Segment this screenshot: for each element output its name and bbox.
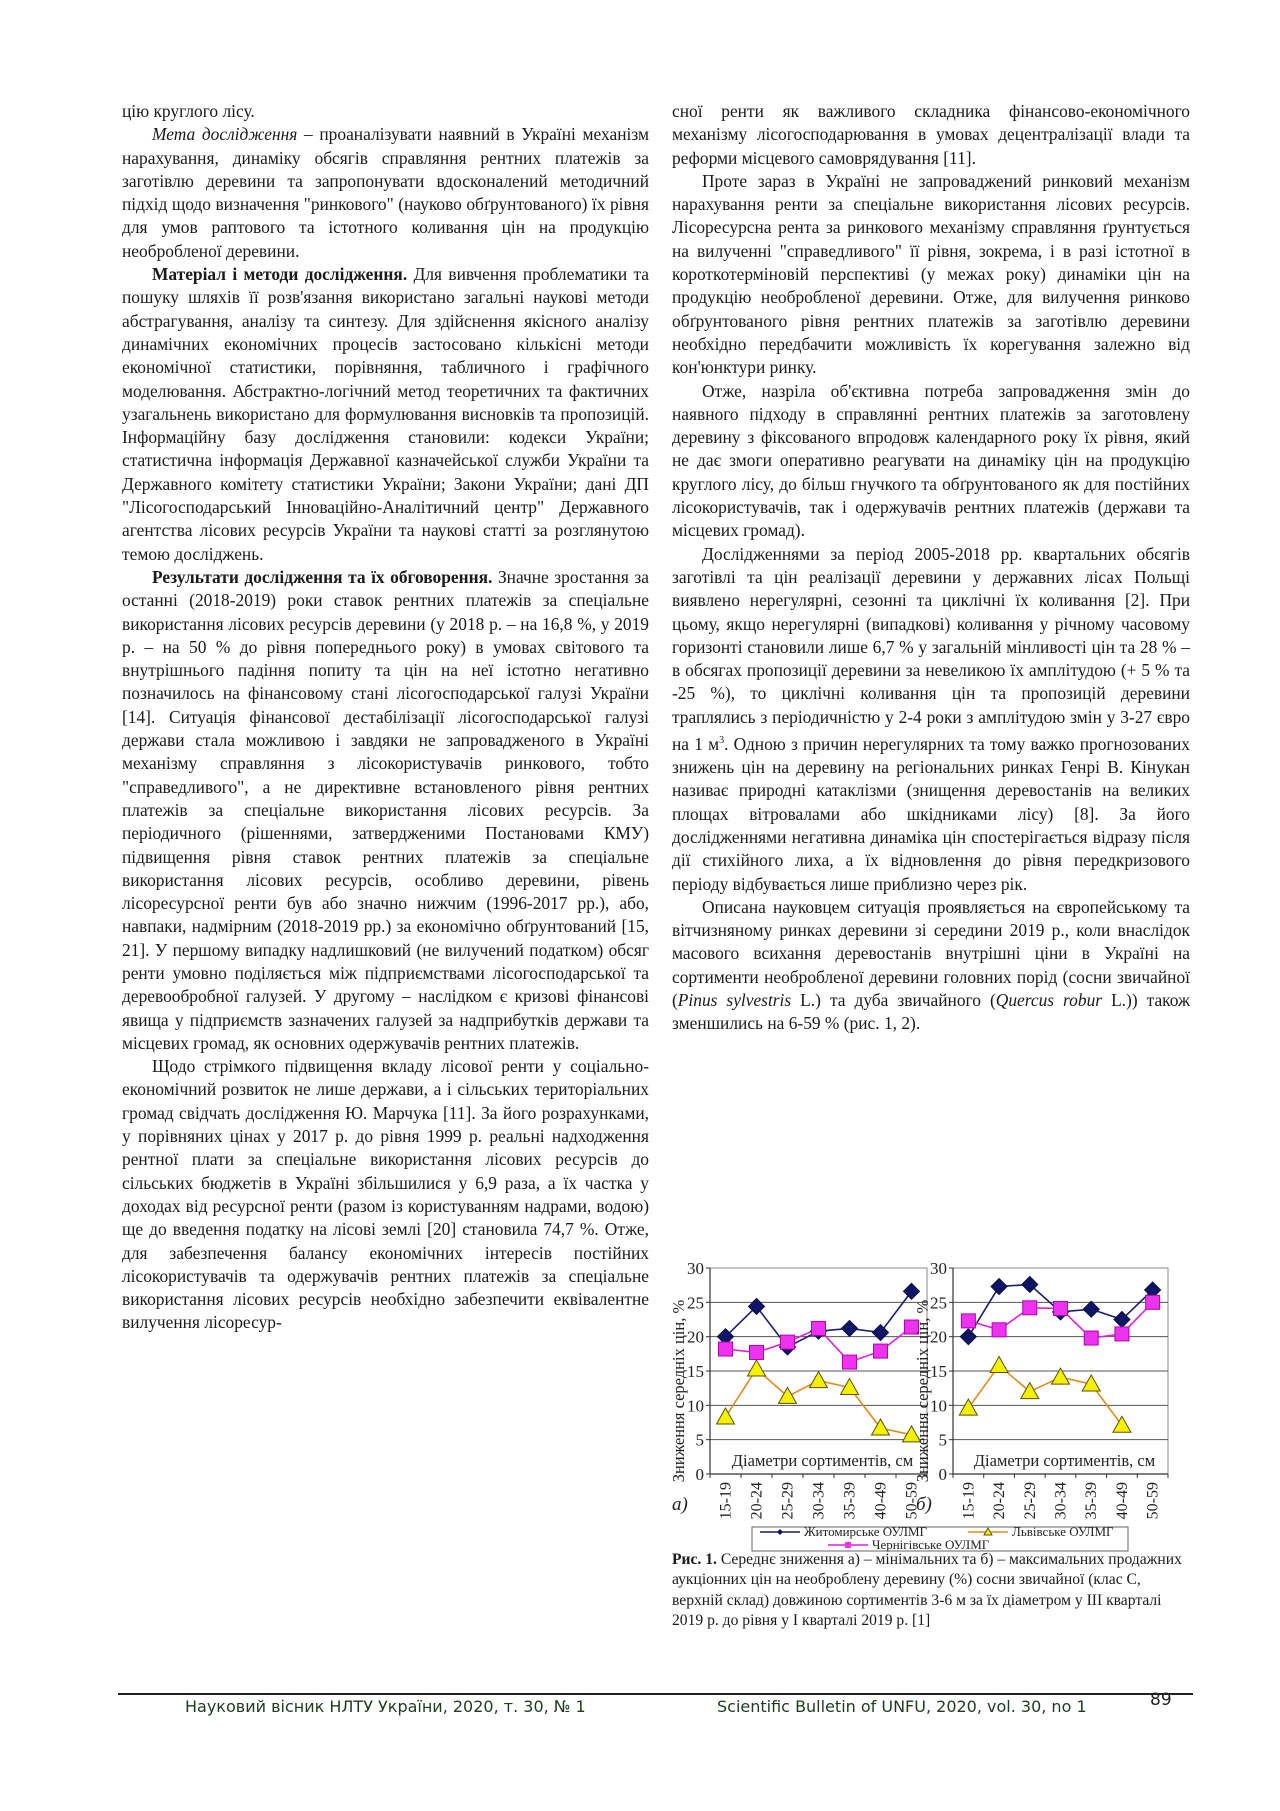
y-tick-label: 20	[930, 1327, 947, 1347]
paragraph-continuation: цію круглого лісу.	[122, 101, 255, 121]
chart-panel-a	[669, 1262, 927, 1519]
figure-1-charts	[668, 1262, 1190, 1552]
x-tick-label: 35-39	[841, 1482, 859, 1520]
x-tick-label: 15-19	[717, 1482, 735, 1520]
y-tick-label: 20	[687, 1327, 704, 1347]
y-axis-label: Зниження середніх цін, %	[913, 1299, 932, 1483]
paragraph-market-mechanism: Проте зараз в Україні не запроваджений ринковий механізм нарахування ренти за спеціальне використання лісових ресурсів. Лісоресурсна рента за ринкового механізму справляння ґрунтується на вилученні "справедливого" її рівня, зокрема, і в разі істотної в короткотерміновій перспективі (у межах року) динаміки цін на продукцію необробленої деревини. Отже, для вилучення ринково обґрунтованого рівня рентних платежів за заготівлю деревини необхідно передбачити можливість їх корегування залежно від кон'юнктури ринку.	[672, 170, 1190, 378]
x-tick-label: 35-39	[1083, 1482, 1101, 1520]
x-tick-label: 25-29	[779, 1482, 797, 1520]
footer-journal-en: Scientific Bulletin of UNFU, 2020, vol. 30, no 1	[717, 1697, 1087, 1716]
paragraph-poland-study: Дослідженнями за період 2005-2018 рр. квартальних обсягів заготівлі та цін реалізації деревини у державних лісах Польщі виявлено нерегулярні, сезонні та циклічні їх коливання [2]. При цьому, якщо нерегулярні (випадкові) коливання у річному часовому горизонті становили лише 6,7 % у загальній мінливості цін та 28 % – в обсягах пропозиції деревини за невеликою їх амплітудою (+ 5 % та -25 %), то циклічні коливання цін та пропозицій деревини траплялись з періодичністю у 2-4 роки з амплітудою змін у 3-27 євро на 1 $м^3$. Одною з причин нерегулярних та тому важко прогнозованих знижень цін на деревину на регіональних ринках Генрі В. Кінукан називає природні катаклізми (знищення деревостанів на великих площах вітровалами або шкідниками лісу) [8]. За його дослідженнями негативна динаміка цін спостерігається відразу після дії стихійного лиха, а їх відновлення до рівня передкризового періоду відбувається лише приблизно через рік.	[672, 543, 1191, 894]
x-tick-label: 40-49	[1113, 1482, 1131, 1520]
species-pinus: Pinus sylvestris	[677, 990, 792, 1011]
panel-label: б)	[916, 1494, 932, 1515]
chart-panel-b	[913, 1262, 1168, 1519]
data-point-square	[781, 1335, 795, 1349]
superscript: 3	[719, 735, 725, 747]
data-point-square	[812, 1321, 826, 1335]
data-point-square	[992, 1323, 1006, 1337]
methods-heading: Матеріал і методи дослідження.	[152, 264, 408, 285]
species-quercus: Quercus robur	[995, 990, 1103, 1011]
y-tick-label: 5	[938, 1430, 947, 1450]
data-point-square	[750, 1345, 764, 1359]
aim-heading: Мета дослідження	[152, 124, 298, 145]
data-point-square	[1084, 1331, 1098, 1345]
data-point-square	[1146, 1295, 1160, 1309]
x-tick-label: 20-24	[991, 1482, 1009, 1520]
aim-text: – проаналізувати наявний в Україні механізм нарахування, динаміку обсягів справляння рентних платежів за заготівлю деревини та запропонувати вдосконалений методичний підхід щодо визначення "ринкового" (науково обґрунтованого) їх рівня для умов раптового та істотного коливання цін на продукцію необробленої деревини.	[122, 124, 649, 261]
paragraph-situation: Описана науковцем ситуація проявляється на європейському та вітчизняному ринках деревини зі середини 2019 р., коли внаслідок масового всихання деревостанів внутрішні ціни в Україні на сортименти необробленої деревини головних порід (сосни звичайної (Pinus sylvestris L.) та дуба звичайного (Quercus robur L.)) також зменшились на 6-59 % (рис. 1, 2).	[672, 896, 1191, 1034]
data-point-square	[1054, 1302, 1068, 1316]
x-axis-label: Діаметри сортиментів, см	[973, 1451, 1156, 1470]
y-tick-label: 30	[687, 1262, 704, 1278]
paragraph-results	[122, 566, 649, 1055]
data-point-square	[1023, 1301, 1037, 1315]
legend-marker-square	[845, 1542, 851, 1548]
data-point-square	[843, 1355, 857, 1369]
caption-text: Середнє зниження а) – мінімальних та б) – максимальних продажних аукціонних цін на необроблену деревину (%) сосни звичайної (клас С, верхній склад) довжиною сортиментів 3-6 м за їх діаметром у ІІІ кварталі 2019 р. до рівня у І кварталі 2019 р. [1]	[672, 1551, 1182, 1630]
paragraph-need-change: Отже, назріла об'єктивна потреба запровадження змін до наявного підходу в справлянні рентних платежів за заготовлену деревину з фіксованого впродовж календарного року їх рівня, який не дає змоги оперативно реагувати на динаміку цін на продукцію круглого лісу, до більш гнучкого та обґрунтованого як для постійних лісокористувачів, так і одержувачів рентних платежів (держави та місцевих громад).	[672, 380, 1190, 541]
data-point-square	[1115, 1327, 1129, 1341]
results-heading: Результати дослідження та їх обговорення.	[152, 566, 493, 587]
y-tick-label: 10	[930, 1396, 947, 1416]
paragraph-continuation-right: сної ренти як важливого складника фінансово-економічного механізму лісогосподарювання в умовах децентралізації влади та реформи місцевого самоврядування [11].	[672, 101, 1190, 168]
footer-divider	[118, 1693, 1193, 1695]
x-tick-label: 50-59	[903, 1482, 921, 1520]
y-tick-label: 0	[695, 1465, 704, 1484]
x-tick-label: 30-34	[1052, 1482, 1070, 1520]
y-tick-label: 0	[938, 1465, 947, 1484]
legend-label: Житомирське ОУЛМГ	[804, 1524, 928, 1539]
y-tick-label: 10	[687, 1396, 704, 1416]
chart-legend	[752, 1524, 1128, 1552]
y-tick-label: 25	[687, 1293, 704, 1313]
footer-journal-ua: Науковий вісник НЛТУ України, 2020, т. 30, № 1	[185, 1697, 586, 1716]
results-text: Значне зростання за останні (2018-2019) роки ставок рентних платежів за спеціальне використання лісових ресурсів деревини (у 2018 р. – на 16,8 %, у 2019 р. – на 50 % до рівня попереднього року) в умовах світового та внутрішнього падіння попиту та цін на неї істотно негативно позначилось на фінансовому стані лісогосподарської галузі України [14]. Ситуація фінансової дестабілізації лісогосподарської галузі держави стала можливою і завдяки не запровадженого в Україні механізму справляння з лісокористувачів ринкового, тобто "справедливого", а не директивне встановленого рівня рентних платежів за спеціальне використання лісових ресурсів. За періодичного (рішеннями, затвердженими Постановами КМУ) підвищення рівня ставок рентних платежів за спеціальне використання лісових ресурсів, особливо деревини, рівень лісоресурсної ренти був або значно нижчим (1996-2017 рр.), або, навпаки, надмірним (2018-2019 рр.) за економічно обґрунтований [15, 21]. У першому випадку надлишковий (не вилучений податком) обсяг ренти умовно поділяється між підприємствами лісогосподарської та деревообробної галузей. У другому – наслідком є кризові фінансові явища у підприємств зазначених галузей за надприбутків держави та місцевих громад, як основних одержувачів рентних платежів.	[122, 566, 649, 1053]
methods-text: Для вивчення проблематики та пошуку шляхів її розв'язання використано загальні наукові методи абстрагування, аналізу та синтезу. Для здійснення якісного аналізу динамічних економічних процесів застосовано кількісні методи економічної статистики, порівняння, табличного і графічного моделювання. Абстрактно-логічний метод теоретичних та фактичних узагальнень використано для формулювання висновків та пропозицій. Інформаційну базу дослідження становили: кодекси України; статистична інформація Державної казначейської служби України та Державного комітету статистики України; Закони України; дані ДП "Лісогосподарський Інноваційно-Аналітичний центр" Державного агентства лісових ресурсів України та наукові статті за розглянутою темою досліджень.	[122, 264, 649, 564]
x-tick-label: 50-59	[1144, 1482, 1162, 1520]
figure-caption	[672, 1550, 1190, 1632]
panel-label: а)	[672, 1494, 688, 1515]
left-column	[122, 100, 649, 1335]
x-tick-label: 40-49	[872, 1482, 890, 1520]
data-point-square	[874, 1344, 888, 1358]
x-tick-label: 30-34	[810, 1482, 828, 1520]
x-tick-label: 15-19	[960, 1482, 978, 1520]
paragraph-aim	[122, 123, 649, 263]
caption-label: Рис. 1.	[672, 1551, 717, 1568]
x-tick-label: 20-24	[748, 1482, 766, 1520]
y-tick-label: 30	[930, 1262, 947, 1278]
right-column	[672, 100, 1190, 1036]
data-point-square	[719, 1342, 733, 1356]
y-tick-label: 15	[930, 1362, 947, 1381]
x-axis-label: Діаметри сортиментів, см	[731, 1451, 914, 1470]
y-tick-label: 5	[695, 1430, 704, 1450]
legend-label: Чернігівське ОУЛМГ	[872, 1537, 990, 1552]
legend-label: Львівське ОУЛМГ	[1012, 1524, 1114, 1539]
y-axis-label: Зниження середніх цін, %	[669, 1299, 688, 1483]
paragraph-rent-contribution: Щодо стрімкого підвищення вкладу лісової ренти у соціально-економічний розвиток не лише держави, а і сільських територіальних громад свідчать дослідження Ю. Марчука [11]. За його розрахунками, у порівняних цінах у 2017 р. до рівня 1999 р. реальні надходження рентної плати за спеціальне використання лісових ресурсів до сільських бюджетів в Україні збільшилися у 6,9 раза, а їх частка у доходах від ресурсної ренти (разом із користуванням надрами, водою) ще до введення податку на лісові землі [20] становила 74,7 %. Отже, для забезпечення балансу економічних інтересів постійних лісокористувачів та одержувачів рентних платежів за спеціальне використання лісових ресурсів необхідно забезпечити еквівалентне вилучення лісоресур-	[122, 1056, 649, 1333]
data-point-square	[961, 1314, 975, 1328]
x-tick-label: 25-29	[1021, 1482, 1039, 1520]
paragraph-methods	[122, 263, 649, 566]
y-tick-label: 15	[687, 1362, 704, 1381]
page-number: 89	[1150, 1690, 1172, 1710]
y-tick-label: 25	[930, 1293, 947, 1313]
